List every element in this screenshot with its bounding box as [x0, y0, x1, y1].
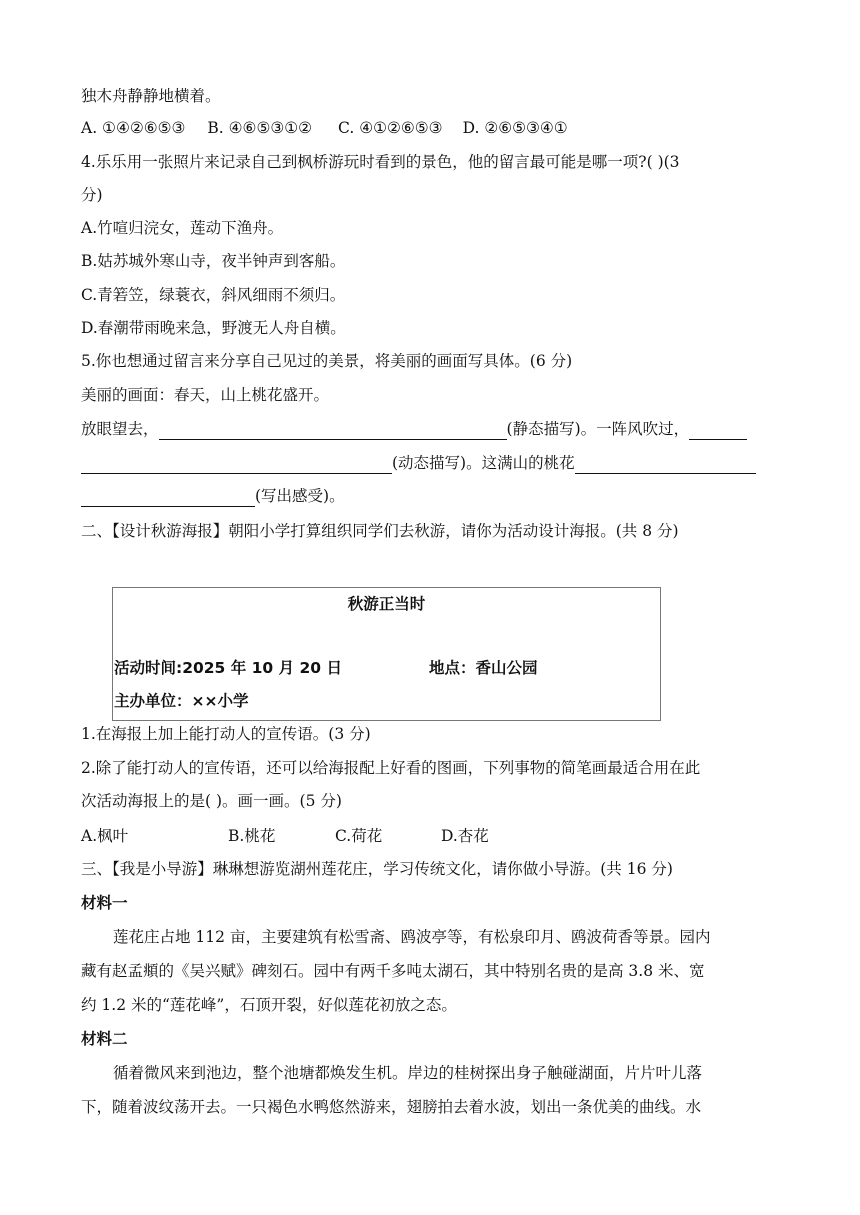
poster-place: 地点：香山公园	[429, 659, 538, 677]
poster-time: 活动时间:2025 年 10 月 20 日	[114, 659, 342, 677]
q4-option-a: A.竹喧归浣女，莲动下渔舟。	[81, 219, 284, 237]
section-3-heading: 三、【我是小导游】琳琳想游览湖州莲花庄，学习传统文化，请你做小导游。(共 16 分)	[81, 860, 673, 878]
s2-q2-cont: 次活动海报上的是( )。画一画。(5 分)	[81, 792, 342, 810]
text-line: 独木舟静静地横着。	[81, 87, 221, 105]
q5-scene: 美丽的画面：春天，山上桃花盛开。	[81, 386, 330, 404]
material-2-para: 循着微风来到池边，整个池塘都焕发生机。岸边的桂树探出身子触碰湖面，片片叶儿落	[113, 1064, 703, 1082]
q4-option-d: D.春潮带雨晚来急，野渡无人舟自横。	[81, 319, 346, 337]
material-1-para: 莲花庄占地 112 亩，主要建筑有松雪斋、鸥波亭等，有松泉印月、鸥波荷香等景。园内	[113, 928, 711, 946]
material-1-para-cont: 藏有赵孟頫的《吴兴赋》碑刻石。园中有两千多吨太湖石，其中特别名贵的是高 3.8 米、宽	[81, 962, 705, 980]
q5-fill-line-1	[81, 418, 747, 440]
answer-blank-feeling-start[interactable]	[575, 455, 756, 474]
material-2-para-cont: 下，随着波纹荡开去。一只褐色水鸭悠然游来，翅膀拍去着水波，划出一条优美的曲线。水	[81, 1098, 702, 1116]
q3-option-b: B. ④⑥⑤③①②	[207, 119, 313, 137]
autumn-trip-poster[interactable]	[112, 587, 661, 721]
s2-q2: 2.除了能打动人的宣传语，还可以给海报配上好看的图画，下列事物的简笔画最适合用在此	[81, 759, 701, 777]
q5-prefix: 放眼望去，	[81, 420, 159, 438]
q3-options	[81, 117, 568, 139]
answer-blank-dynamic[interactable]	[81, 455, 392, 474]
q5-fill-line-2	[81, 452, 756, 474]
s2-options	[81, 825, 489, 847]
answer-blank-dynamic-start[interactable]	[689, 421, 747, 440]
q4-question-cont: 分)	[81, 186, 103, 204]
q5-fill-line-3	[81, 485, 345, 507]
s2-q1: 1.在海报上加上能打动人的宣传语。(3 分)	[81, 725, 371, 743]
q4-option-b: B.姑苏城外寒山寺，夜半钟声到客船。	[81, 252, 346, 270]
q3-option-c: C. ④①②⑥⑤③	[338, 119, 443, 137]
section-2-heading: 二、【设计秋游海报】朝阳小学打算组织同学们去秋游，请你为活动设计海报。(共 8 分)	[81, 522, 679, 540]
poster-title: 秋游正当时	[347, 595, 426, 613]
answer-blank-feeling[interactable]	[81, 488, 255, 507]
material-2-title: 材料二	[81, 1030, 128, 1048]
s2-option-b: B.桃花	[228, 827, 276, 845]
q5-question: 5.你也想通过留言来分享自己见过的美景，将美丽的画面写具体。(6 分)	[81, 352, 573, 370]
material-1-para-cont: 约 1.2 米的“莲花峰”，石顶开裂，好似莲花初放之态。	[81, 996, 457, 1014]
q3-option-a: A. ①④②⑥⑤③	[81, 119, 186, 137]
q4-question: 4.乐乐用一张照片来记录自己到枫桥游玩时看到的景色，他的留言最可能是哪一项?( )(3	[81, 153, 680, 171]
s2-option-d: D.杏花	[441, 827, 489, 845]
q5-dynamic-label: (动态描写)。这满山的桃花	[392, 454, 575, 472]
q4-option-c: C.青箬笠，绿蓑衣，斜风细雨不须归。	[81, 286, 346, 304]
s2-option-c: C.荷花	[335, 827, 383, 845]
q5-feeling-label: (写出感受)。	[255, 487, 345, 505]
q5-static-label: (静态描写)。一阵风吹过，	[506, 420, 690, 438]
q3-option-d: D. ②⑥⑤③④①	[462, 119, 568, 137]
answer-blank-static[interactable]	[159, 421, 507, 440]
poster-host: 主办单位：××小学	[114, 692, 249, 710]
s2-option-a: A.枫叶	[81, 827, 129, 845]
material-1-title: 材料一	[81, 894, 128, 912]
